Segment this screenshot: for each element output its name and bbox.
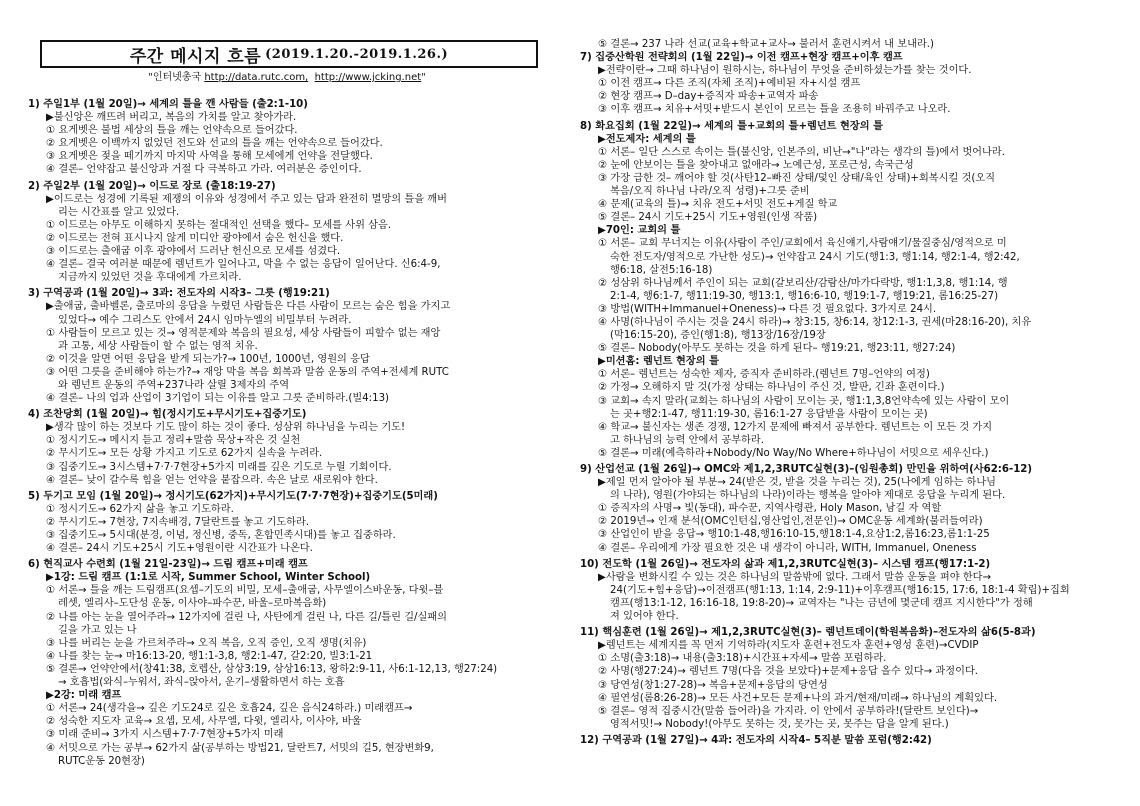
text-line: ④ 결론– 우리에게 가장 필요한 것은 내 생각이 아니라, WITH, Immanuel, Oneness bbox=[598, 542, 977, 554]
text-line: ② 가정→ 오해하지 말 것(가정 상태는 하나님이 주신 것, 발판, 긴좌 훈련이다.) bbox=[598, 382, 945, 394]
text-line: ② 사명(행27:24)→ 렘넌트 7명(다음 것을 보았다)+문제+응답 올수 있다→ 과정이다. bbox=[598, 666, 979, 678]
text-line: ① 소명(출3:18)→ 내용(출3:18)+시간표+자세→ 말씀 포럼하라. bbox=[598, 653, 887, 665]
site-link-data[interactable]: http://data.rutc.com, bbox=[204, 72, 309, 83]
site-link-jcking[interactable]: http://www.jcking.net bbox=[314, 72, 422, 83]
text-line: ① 요게벳은 불법 세상의 틀을 깨는 언약속으로 들어갔다. bbox=[46, 125, 298, 137]
text-line: ▶이드로는 성경에 기록된 제쟁의 이유와 성경에서 주고 있는 답과 완전히 멸망의 틀을 깨버 bbox=[46, 193, 447, 205]
text-line: ② 나를 아는 눈을 열어주라→ 12가지에 걸린 나, 사탄에게 걸린 나, 다른 길/틀린 길/실패의 bbox=[46, 611, 447, 623]
text-line: ⑤ 결론– 영적 집중시간(말씀 들어라)을 가지라. 이 안에서 공부하라!(달란트 보인다)→ bbox=[598, 705, 979, 717]
text-line: ④ 서밋으로 가는 공부→ 62가지 삶(공부하는 방법21, 달란트7, 서밋의 길5, 현장변화9, bbox=[46, 742, 434, 754]
text-line: ▶불신앙은 깨뜨려 버리고, 복음의 가치를 알고 찾아가라. bbox=[46, 112, 297, 124]
text-line: ② 성숙한 지도자 교육→ 요셉, 모세, 사무엘, 다윗, 엘리사, 이사야, 바울 bbox=[46, 716, 362, 728]
section-heading: 1) 주일1부 (1월 20일)→ 세계의 틀을 깬 사람들 (출2:1-10) bbox=[28, 99, 308, 110]
text-line: 길을 가고 있는 나 bbox=[58, 624, 137, 636]
text-line: ③ 미래 준비→ 3가지 시스템+7·7·7현장+5가지 미래 bbox=[46, 729, 284, 741]
text-line: ⑤ 결론– 24시 기도+25시 기도+영원(인생 작품) bbox=[598, 212, 818, 224]
text-line: 는 곳+행2:1-47, 행11:19-30, 롬16:1-27 응답받을 사람이 모이는 곳) bbox=[610, 408, 928, 420]
page-title: 주간 메시지 흐름 bbox=[129, 46, 262, 67]
text-line: 의 나라), 영원(가야되는 하나님의 나라)이라는 행복을 알아야 제대로 응답을 누리게 된다. bbox=[610, 490, 1006, 502]
text-line: ③ 이드로는 출애굽 이후 광야에서 드러난 헌신으로 모세를 섬겼다. bbox=[46, 246, 341, 258]
text-line: 24(기도+힘+응답)→이전캠프(행1:13, 1:14, 2:9-11)+이후캠프(행16:15, 17:6, 18:1-4 확립)+집회 bbox=[610, 584, 1070, 596]
text-line: ③ 교회→ 속지 말라(교회는 하나님의 사람이 모이는 곳, 행1:1,3,8언약속에 있는 사람이 모이 bbox=[598, 395, 1010, 407]
section-heading: 10) 전도학 (1월 26일)→ 전도자의 삶과 제1,2,3RUTC실현(3)– 시스템 캠프(행17:1-2) bbox=[580, 558, 991, 570]
sub-heading: ▶70인: 교회의 틀 bbox=[598, 225, 681, 237]
text-line: ② 무시기도→ 모든 상황 가지고 기도로 62가지 실속을 누려라. bbox=[46, 448, 323, 460]
text-line: ③ 어떤 그릇을 준비해야 하는가?→ 재앙 막을 복음 회복과 말씀 운동의 주역+전세계 RUTC bbox=[46, 366, 449, 378]
text-line: ④ 나를 찾는 눈→ 마16:13-20, 행1:1-3,8, 행2:1-47, 갈2:20, 빌3:1-21 bbox=[46, 650, 373, 662]
sub-heading: ▶2강: 미래 캠프 bbox=[46, 690, 122, 702]
text-line: RUTC운동 20현장) bbox=[58, 755, 145, 767]
text-line: ④ 결론– 24시 기도+25시 기도+영원이란 시간표가 나온다. bbox=[46, 543, 313, 555]
text-line: (막16:15-20), 증인(행1:8), 행13장/16장/19장 bbox=[610, 330, 826, 342]
text-line: ④ 필연성(롬8:26-28)→ 모든 사건+모든 문제+나의 과거/현재/미래→ 하나님의 계획있다. bbox=[598, 692, 998, 704]
right-column bbox=[580, 38, 1115, 747]
section-heading: 9) 산업선교 (1월 26일)→ OMC와 제1,2,3RUTC실현(3)–(임원총회) 만민을 위하여(사62:6-12) bbox=[580, 464, 1033, 475]
text-line: 져 있어야 한다. bbox=[610, 611, 679, 623]
text-line: ② 눈에 안보이는 틀을 찾아내고 없애라→ 노예근성, 포로근성, 속국근성 bbox=[598, 159, 914, 171]
text-line: ② 성삼위 하나님께서 주인이 되는 교회(갈보리산/감람산/마가다락방, 행1:1,3,8, 행1:14, 행 bbox=[598, 277, 1008, 289]
text-line: 숙한 전도자/영적으로 가난한 성도)→ 언약잡고 24시 기도(행1:3, 행1:14, 행2:1-4, 행2:42, bbox=[610, 251, 1020, 263]
text-line: ③ 집중기도→ 3시스템+7·7·7현장+5가지 미래를 깊은 기도로 누릴 기회이다. bbox=[46, 461, 392, 473]
sub-heading: ▶전도제자: 세계의 틀 bbox=[598, 133, 696, 145]
text-line: ③ 산업인이 받을 응답→ 행10:1-48,행16:10-15,행18:1-4,요삼1:2,롬16:23,롬1:1-25 bbox=[598, 529, 990, 541]
left-column bbox=[28, 98, 568, 768]
text-line: ▶제일 먼저 알아야 될 부분→ 24(받은 것, 받을 것을 누리는 것), 25(나에게 임하는 하나님 bbox=[598, 477, 997, 489]
text-line: ▶렘넌트는 세계지를 꼭 먼저 기억하라(지도자 훈련+전도자 훈련+영성 훈련)→CVDIP bbox=[598, 640, 979, 652]
sub-heading: ▶미션홈: 렘넌트 현장의 틀 bbox=[598, 356, 719, 368]
page-title-box bbox=[40, 40, 538, 68]
text-line: 와 렘넌트 운동의 주역+237나라 살릴 3제자의 주역 bbox=[58, 379, 290, 391]
text-line: ▶전략이란→ 그때 하나님이 원하시는, 하나님이 무엇을 준비하셨는가를 찾는 것이다. bbox=[598, 65, 972, 77]
text-line: ▶생각 많이 하는 것보다 기도 많이 하는 것이 좋다. 성삼위 하나님을 누리는 기도! bbox=[46, 422, 406, 434]
text-line: ① 서론→ 틀을 깨는 드림캠프(요셉–기도의 비밀, 모세–출애굽, 사무엘이스바운동, 다윗–블 bbox=[46, 585, 444, 597]
text-line: ⑤ 결론→ 미래(예측하라+Nobody/No Way/No Where+하나님이 서밋으로 세우신다.) bbox=[598, 447, 989, 459]
section-heading: 8) 화요집회 (1월 22일)→ 세계의 틀+교회의 틀+렘넌트 현장의 틀 bbox=[580, 120, 883, 132]
text-line: 지금까지 있었던 것을 후대에게 가르치라. bbox=[58, 272, 242, 284]
text-line: ③ 당연성(창1:27-28)→ 복음+문제+응답의 당연성 bbox=[598, 679, 828, 691]
section-heading: 12) 구역공과 (1월 27일)→ 4과: 전도자의 시작4– 5직분 말씀 포럼(행2:42) bbox=[580, 734, 932, 746]
text-line: ④ 결론– 나의 업과 산업이 3기업이 되는 이유를 알고 그릇 준비하라.(빌4:13) bbox=[46, 393, 390, 405]
text-line: ④ 문제(교육의 틀)→ 치유 전도+서밋 전도+게질 학교 bbox=[598, 199, 838, 211]
text-line: ④ 사명(하나님이 주시는 것을 24시 하라)→ 창3:15, 창6:14, 창12:1-3, 권세(마28:16-20), 치유 bbox=[598, 316, 1032, 328]
text-line: ② 2019년→ 인재 분석(OMC인턴십,영산업인,전문인)→ OMC운동 세계화(불러들여라) bbox=[598, 516, 983, 528]
text-line: ③ 요게벳은 젖을 떼기까지 마지막 사역을 통해 모세에게 언약을 전달했다. bbox=[46, 151, 373, 163]
source-sites bbox=[40, 68, 534, 83]
text-line: 행6:18, 살전5:16-18) bbox=[610, 264, 713, 276]
text-line: ② 현장 캠프→ D–day+증직자 파송+교역자 파송 bbox=[598, 91, 819, 103]
text-line: ① 서론– 렘넌트는 성숙한 제자, 증직자 준비하라.(렘넌트 7명–언약의 여정) bbox=[598, 369, 930, 381]
text-line: ④ 결론– 낮이 갈수록 힘을 얻는 언약을 붙잡으라. 속은 날로 새로워야 한다. bbox=[46, 474, 378, 486]
section-heading: 7) 집중산학원 전략회의 (1월 22일)→ 이전 캠프+현장 캠프+이후 캠프 bbox=[580, 52, 903, 64]
section-heading: 11) 핵심훈련 (1월 26일)→ 제1,2,3RUTC실현(3)– 렘넌트데이(학원복음화)–전도자의 삶6(5-8과) bbox=[580, 627, 1036, 639]
text-line: ① 서론– 일단 스스로 속이는 틀(불신앙, 인본주의, 비난→"나"라는 생각의 틀)에서 벗어나라. bbox=[598, 146, 1005, 158]
section-heading: 3) 구역공과 (1월 20일)→ 3과: 전도자의 시작3– 그릇 (행19:21) bbox=[28, 288, 330, 300]
text-line: ② 요게벳은 이백까지 없었던 전도와 선교의 틀을 깨는 언약속으로 들어갔다. bbox=[46, 138, 383, 150]
section-heading: 4) 조찬당회 (1월 20일)→ 힘(정시기도+무시기도+집중기도) bbox=[28, 409, 307, 421]
text-line: ① 이드로는 아무도 이해하지 못하는 절대적인 선택을 했다– 모세를 사위 삼음. bbox=[46, 219, 392, 231]
text-line: ③ 방법(WITH+Immanuel+Oneness)→ 다른 것 필요없다. 3가지로 24시. bbox=[598, 303, 937, 315]
text-line: ① 사람들이 모르고 있는 것→ 영적문제와 복음의 필요성, 세상 사람들이 피할수 없는 재앙 bbox=[46, 327, 441, 339]
text-line: ② 이드로는 전혀 표시나지 않게 미디안 광야에서 숨은 헌신을 했다. bbox=[46, 232, 344, 244]
section-heading: 2) 주일2부 (1월 20일)→ 이드로 장로 (출18:19-27) bbox=[28, 180, 276, 192]
sub-heading: ▶1강: 드림 캠프 (1:1로 시작, Summer School, Winter School) bbox=[46, 572, 371, 584]
text-line: 있었다→ 예수 그리스도 안에서 24시 임마누엘의 비밀부터 누려라. bbox=[58, 314, 352, 326]
text-line: ▶출애굽, 출바벨론, 출로마의 응답을 누렸던 사람들은 다른 사람이 모르는 숨은 힘을 가지고 bbox=[46, 301, 451, 313]
text-line: ③ 가장 급한 것– 깨어야 할 것(사탄12–빠진 상태/덫인 상태/육인 상태)+회복시킬 것(오직 bbox=[598, 172, 996, 184]
text-line: ① 서론– 교회 무너지는 이유(사람이 주인/교회에서 육신얘기,사람얘기/물질중심/영적으로 미 bbox=[598, 238, 1007, 250]
text-line: ③ 나를 버리는 눈을 가르쳐주라→ 오직 복음, 오직 증인, 오직 생명(치유) bbox=[46, 637, 367, 649]
section-heading: 5) 두기고 모임 (1월 20일)→ 정시기도(62가지)+무시기도(7·7·7현장)+집중기도(5미래) bbox=[28, 490, 438, 502]
text-line: 캠프(행13:1-12, 16:16-18, 19:8-20)→ 교역자는 "나는 금년에 몇군데 캠프 지시한다"가 정해 bbox=[610, 597, 1033, 609]
text-line: ① 정시기도→ 62가지 삶을 놓고 기도하라. bbox=[46, 503, 234, 515]
sites-suffix: " bbox=[421, 72, 426, 83]
text-line: ② 무시기도→ 7현장, 7지속배경, 7달란트를 놓고 기도하라. bbox=[46, 516, 310, 528]
text-line: 2:1-4, 행6:1-7, 행11:19-30, 행13:1, 행16:6-10, 행19:1-7, 행19:21, 롬16:25-27) bbox=[610, 290, 999, 302]
text-line: ① 이전 캠프→ 다른 조직(자체 조직)+예비된 자+시설 캠프 bbox=[598, 78, 861, 90]
section-heading: 6) 현직교사 수련회 (1월 21일-23일)→ 드림 캠프+미래 캠프 bbox=[28, 559, 308, 571]
text-line: 복음/오직 하나님 나라/오직 성령)+그릇 준비 bbox=[610, 186, 810, 198]
text-line: ⑤ 결론– Nobody(아무도 못하는 것을 하게 된다– 행19:21, 행23:11, 행27:24) bbox=[598, 343, 956, 355]
text-line: ③ 이후 캠프→ 치유+서밋+받드시 본인이 모르는 틀을 조용히 바꿔주고 나오라. bbox=[598, 104, 951, 116]
text-line: ① 서론→ 24(생각을→ 깊은 기도24로 깊은 호흡24, 깊은 음식24하라.) 미래캠프→ bbox=[46, 703, 413, 715]
text-line: ① 증직자의 사명→ 빛(동대), 파수꾼, 지역사령관, Holy Mason, 남길 자 역할 bbox=[598, 503, 942, 515]
text-line: ④ 결론– 언약잡고 불신앙과 거절 다 극복하고 가라. 여러분은 증인이다. bbox=[46, 164, 362, 176]
text-line: 영적서밋!→ Nobody!(아무도 못하는 것, 못가는 곳, 못주는 답을 알게 된다.) bbox=[610, 718, 949, 730]
text-line: ④ 결론– 결국 여러분 때문에 렘넌트가 일어나고, 막을 수 없는 응답이 일어난다. 신6:4-9, bbox=[46, 259, 441, 271]
text-line: ▶사람을 변화시킬 수 있는 것은 하나님의 말씀밖에 없다. 그래서 말씀 운동을 펴야 한다→ bbox=[598, 571, 992, 583]
text-line: ③ 집중기도→ 5시대(분경, 이념, 정신병, 중독, 혼합민족시대)를 놓고 집중하라. bbox=[46, 530, 396, 541]
text-line: ④ 학교→ 불신자는 생존 경쟁, 12가지 문제에 빠져서 공부한다. 렘넌트는 이 모든 것 가지 bbox=[598, 421, 993, 433]
text-line: ⑤ 결론→ 237 나라 선교(교육+학교+교사→ 불러서 훈련시켜서 내 보내라.) bbox=[598, 39, 935, 50]
text-line: 레셋, 엘리사–도단성 운동, 이사야–파수꾼, 바울–로마복음화) bbox=[58, 598, 327, 610]
text-line: 고 하나님의 능력 안에서 공부하라. bbox=[610, 434, 764, 446]
text-line: 리는 시간표를 알고 있었다. bbox=[58, 206, 180, 218]
text-line: → 호흡법(와식–누워서, 좌식–앉아서, 운기–생활하면서 하는 호흡 bbox=[58, 677, 345, 689]
date-range: (2019.1.20.-2019.1.26.) bbox=[265, 46, 449, 62]
sites-prefix: "인터넷총국 bbox=[148, 72, 205, 83]
text-line: 과 고통, 세상 사람들이 할 수 없는 영적 치유. bbox=[58, 340, 258, 352]
text-line: ① 정시기도→ 메시지 듣고 정리+말씀 묵상+작은 것 실천 bbox=[46, 435, 301, 447]
text-line: ⑤ 결론→ 언약안에서(창41:38, 호렙산, 삼상3:19, 삼상16:13, 왕하2:9-11, 사6:1-12,13, 행27:24) bbox=[46, 663, 498, 675]
text-line: ② 이것을 알면 어떤 응답을 받게 되는가?→ 100년, 1000년, 영원의 응답 bbox=[46, 353, 370, 365]
